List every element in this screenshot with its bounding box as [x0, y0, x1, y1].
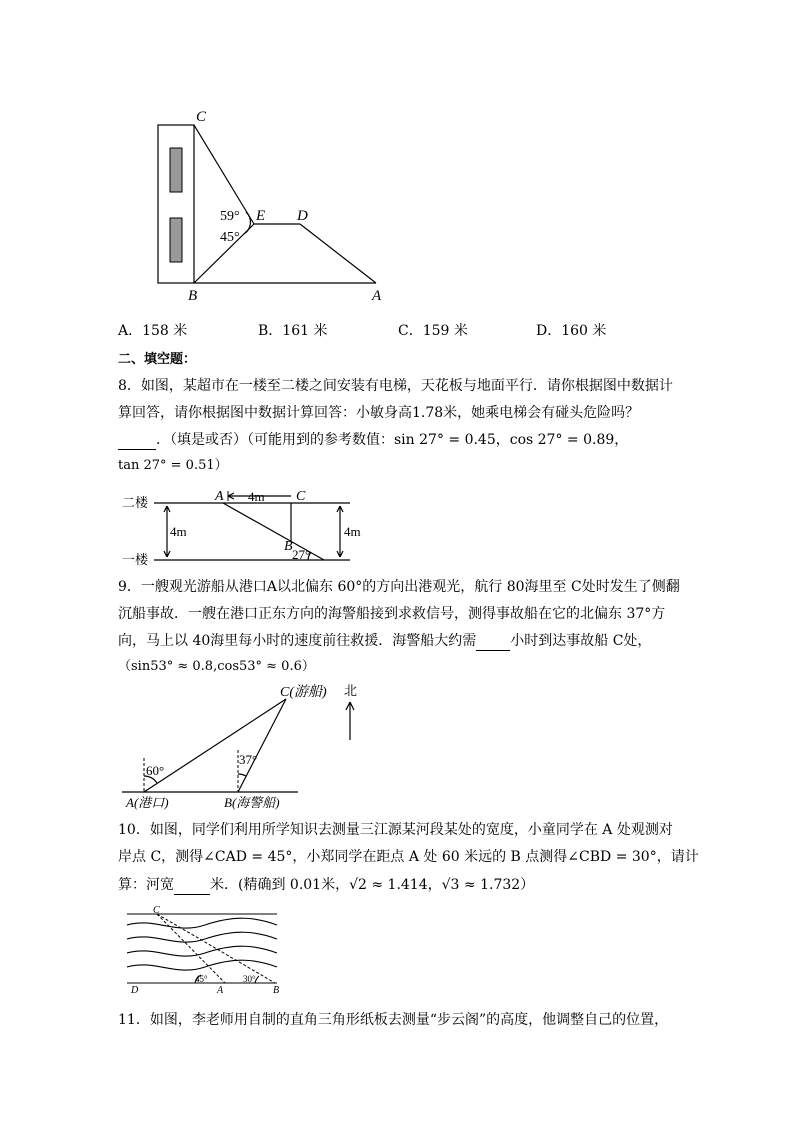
q7-option-b: B．161 米: [258, 323, 328, 339]
angle-45: 45°: [220, 230, 240, 245]
angle-45: 45°: [195, 974, 208, 984]
window-bottom: [170, 218, 182, 262]
q9-line1: 9．一艘观光游船从港口A以北偏东 60°的方向出港观光，航行 80海里至 C处时发生了侧翻: [118, 579, 680, 595]
label-A: A: [217, 985, 224, 996]
label-C: C: [153, 905, 160, 916]
angle-27: 27°: [292, 547, 311, 562]
label-E: E: [256, 208, 266, 224]
label-C: C: [196, 109, 207, 125]
height-4m-right: 4m: [344, 524, 361, 539]
label-C-ship: C(游船): [280, 685, 327, 700]
q11-line1: 11．如图，李老师用自制的直角三角形纸板去测量“步云阁”的高度，他调整自己的位置，: [118, 1012, 669, 1028]
figure-river-width: [125, 905, 285, 997]
q9-answer-blank[interactable]: [476, 636, 510, 651]
section-title: 二、填空题：: [118, 352, 197, 367]
q8-line2: 算回答，请你根据图中数据计算回答：小敏身高1.78米，她乘电梯会有碰头危险吗？: [118, 405, 640, 421]
angle-37: 37°: [239, 752, 258, 767]
q10-line2: 岸点 C，测得∠CAD = 45°，小郑同学在距点 A 处 60 米远的 B 点测得∠CBD = 30°，请计: [118, 849, 699, 865]
q9-line4: （sin53° ≈ 0.8,cos53° ≈ 0.6）: [118, 659, 315, 674]
north-label: 北: [344, 683, 358, 698]
label-B: B: [273, 985, 280, 996]
label-D: D: [131, 985, 139, 996]
q8-answer-blank[interactable]: [118, 435, 156, 450]
label-floor1: 一楼: [122, 552, 149, 567]
q7-option-c: C．159 米: [398, 323, 468, 339]
label-D: D: [297, 208, 308, 224]
q8-line3: ．（填是或否）（可能用到的参考数值：sin 27° = 0.45，cos 27° = 0.89，: [118, 430, 628, 450]
angle-30: 30°: [243, 974, 256, 984]
q10-line1: 10．如图，同学们利用所学知识去测量三江源某河段某处的宽度，小童同学在 A 处观测对: [118, 822, 673, 838]
q10-line3: 算：河宽 米．(精确到 0.01米，√2 ≈ 1.414，√3 ≈ 1.732）: [118, 877, 535, 893]
label-A-port: A(港口): [126, 795, 169, 810]
angle-60: 60°: [146, 763, 165, 778]
q9-line2: 沉船事故．一艘在港口正东方向的海警船接到求救信号，测得事故船在它的北偏东 37°方: [118, 606, 666, 622]
q7-option-a: A．158 米: [118, 323, 188, 339]
q8-line4: tan 27° = 0.51）: [118, 458, 228, 473]
label-floor2: 二楼: [122, 495, 149, 510]
q10-answer-blank[interactable]: [174, 880, 210, 895]
width-4m: 4m: [248, 489, 265, 504]
label-B: B: [188, 288, 198, 304]
angle-59: 59°: [220, 209, 240, 224]
q7-option-d: D．160 米: [536, 323, 607, 339]
label-B-police: B(海警船): [224, 795, 280, 810]
figure-escalator: [118, 484, 368, 570]
label-A: A: [215, 489, 224, 504]
window-top: [170, 148, 182, 192]
label-C: C: [296, 489, 306, 504]
figure-rescue-ship: [118, 680, 378, 810]
label-B: B: [284, 539, 293, 554]
height-4m-left: 4m: [170, 524, 187, 539]
q9-line3: 向，马上以 40海里每小时的速度前往救援．海警船大约需 小时到达事故船 C处，: [118, 633, 652, 649]
q8-line1: 8．如图，某超市在一楼至二楼之间安装有电梯，天花板与地面平行．请你根据图中数据计: [118, 378, 673, 394]
label-A: A: [372, 288, 382, 304]
figure-escalator-building: [140, 100, 400, 310]
